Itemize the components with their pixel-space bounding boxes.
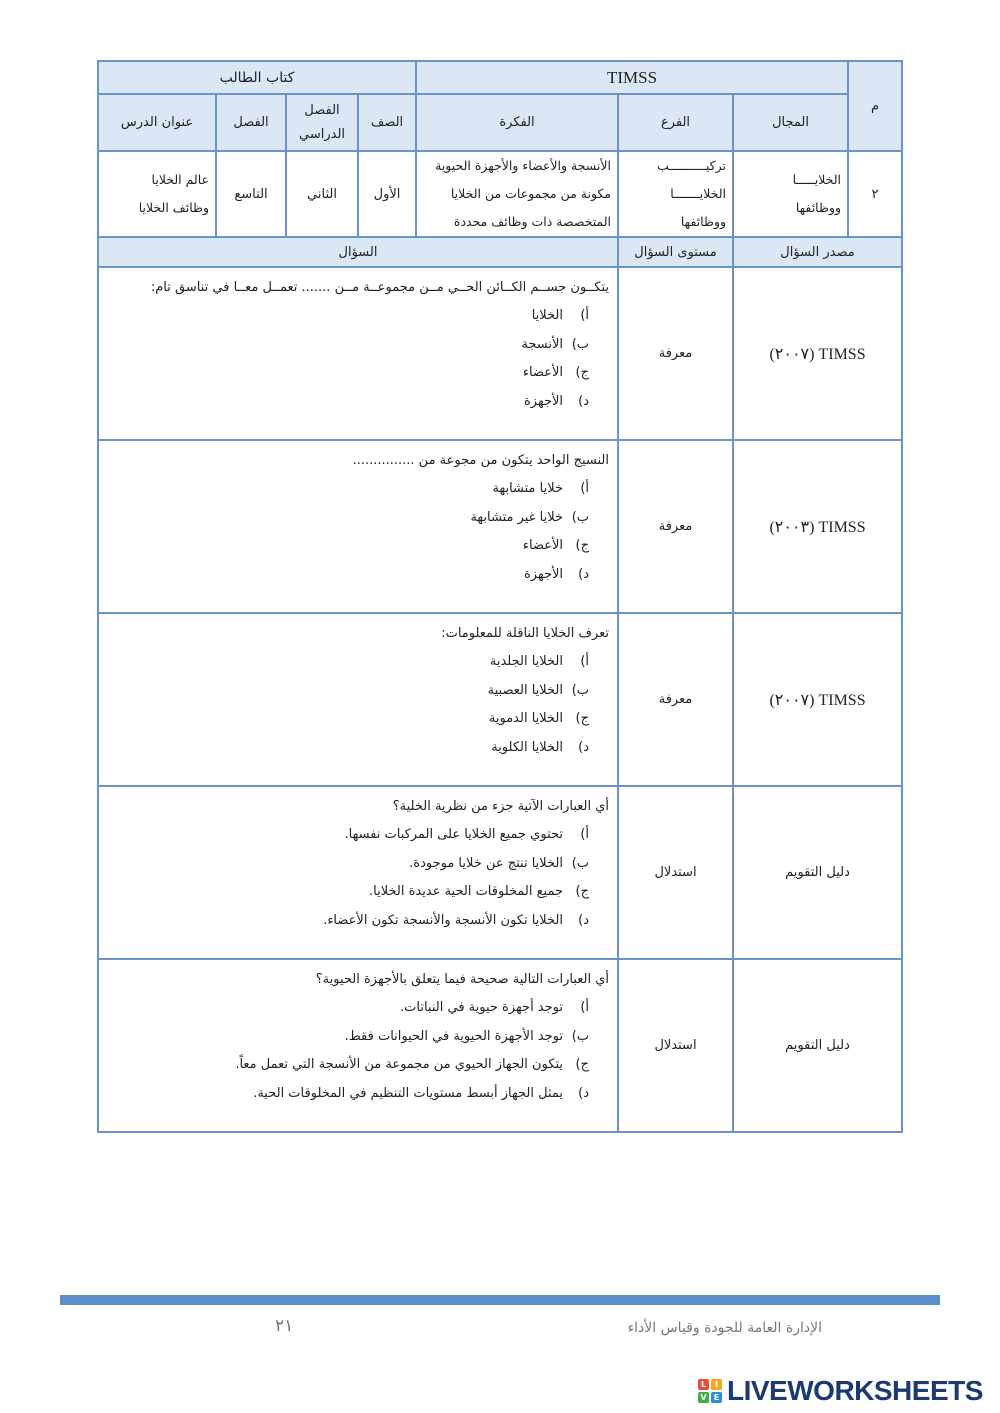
question-level: معرفة [618,267,733,440]
option-text: الأعضاء [522,365,564,380]
option-text: يتكون الجهاز الحيوي من مجموعة من الأنسجة التي تعمل معاً. [235,1057,564,1072]
option-item [99,648,589,677]
option-letter: ب) [571,682,590,698]
question-header: السؤال [98,237,618,267]
idea-line: المتخصصة ذات وظائف محددة [453,214,612,229]
question-row [98,959,902,1132]
source-header: مصدر السؤال [733,237,902,267]
sub-header-row [98,237,902,267]
question-row [98,440,902,613]
option-text: الخلايا العصبية [487,682,564,698]
options-list [99,994,609,1108]
option-item [99,388,589,417]
option-letter: أ) [580,481,590,496]
option-letter: ج) [575,538,590,553]
question-source: TIMSS (٢٠٠٣) [733,440,902,613]
option-item [99,1080,589,1109]
option-text: الخلايا تكون الأنسجة والأنسجة تكون الأعضاء. [323,912,564,928]
option-item [99,878,589,907]
branch-line: ووظائفها [680,214,727,229]
question-level: معرفة [618,613,733,786]
domain-cell [733,151,848,237]
option-item [99,532,589,561]
question-source: TIMSS (٢٠٠٧) [733,613,902,786]
row-index: ٢ [848,151,902,237]
domain-line: ووظائفها [795,200,842,215]
option-item [99,1023,589,1052]
branch-cell [618,151,733,237]
footer-bar [60,1295,940,1305]
question-level: معرفة [618,440,733,613]
grade-cell: الأول [358,151,416,237]
logo-text: LIVEWORKSHEETS [727,1375,983,1406]
idea-header: الفكرة [416,94,618,151]
level-header: مستوى السؤال [618,237,733,267]
question-source: TIMSS (٢٠٠٧) [733,267,902,440]
question-source: دليل التقويم [733,786,902,959]
question-content [98,959,618,1132]
question-row [98,267,902,440]
question-row [98,613,902,786]
option-item [99,561,589,590]
option-item [99,504,589,533]
footer-organization: الإدارة العامة للجودة وقياس الأداء [627,1320,822,1336]
option-text: الخلايا الجلدية [489,654,564,669]
option-text: توجد أجهزة حيوية في النباتات. [400,1000,564,1015]
semester-header-line1: الفصل [304,102,340,118]
option-text: خلايا غير متشابهة [470,509,564,525]
page-number: ٢١ [275,1316,294,1336]
question-stem: تعرف الخلايا الناقلة للمعلومات: [441,626,610,641]
index-header: م [848,61,902,151]
option-item [99,734,589,763]
option-letter: د) [578,912,590,928]
option-text: الخلايا الدموية [488,711,564,726]
assessment-table [97,60,903,1133]
lesson-cell [98,151,216,237]
grade-header: الصف [358,94,416,151]
option-letter: ب) [571,509,590,525]
question-content [98,440,618,613]
option-text: الأجهزة [523,393,564,409]
idea-line: مكونة من مجموعات من الخلايا [450,186,612,201]
options-list [99,302,609,416]
semester-cell: الثاني [286,151,358,237]
option-item [99,677,589,706]
branch-line: تركيــــــــــب [657,158,727,173]
option-letter: ب) [571,336,590,352]
options-list [99,475,609,589]
header-row-top [98,61,902,94]
option-text: جميع المخلوقات الحية عديدة الخلايا. [369,884,564,899]
logo-block: V [698,1392,709,1403]
logo-block: I [711,1379,722,1390]
question-stem: النسيج الواحد يتكون من مجوعة من ............... [352,453,610,468]
chapter-cell: التاسع [216,151,286,237]
question-level: استدلال [618,786,733,959]
lesson-header: عنوان الدرس [98,94,216,151]
timss-header: TIMSS [416,61,848,94]
option-item [99,1051,589,1080]
option-text: يمثل الجهاز أبسط مستويات التنظيم في المخلوقات الحية. [253,1085,564,1101]
logo-block: L [698,1379,709,1390]
idea-cell [416,151,618,237]
logo-block: E [711,1392,722,1403]
option-text: الخلايا [531,308,564,323]
option-letter: ب) [571,855,590,871]
option-text: الأجهزة [523,566,564,582]
liveworksheets-logo[interactable] [698,1374,994,1408]
option-text: الأعضاء [522,538,564,553]
option-item [99,475,589,504]
lesson-line: عالم الخلايا [151,172,210,187]
option-text: خلايا متشابهة [492,481,564,496]
domain-header: المجال [733,94,848,151]
option-text: توجد الأجهزة الحيوية في الحيوانات فقط. [344,1028,564,1044]
question-stem: يتكــون جســم الكــائن الحــي مــن مجموعــة مــن ....... تعمــل معــا في تناسق تام: [150,280,610,295]
branch-header: الفرع [618,94,733,151]
question-content [98,613,618,786]
option-item [99,907,589,936]
question-stem: أي العبارات الآتية جزء من نظرية الخلية؟ [392,799,610,814]
option-letter: أ) [580,827,590,842]
option-letter: أ) [580,308,590,323]
option-item [99,994,589,1023]
option-letter: د) [578,393,590,409]
question-source: دليل التقويم [733,959,902,1132]
logo-blocks-icon [698,1379,722,1403]
option-letter: ب) [571,1028,590,1044]
option-text: الخلايا الكلوية [491,739,564,755]
option-letter: أ) [580,1000,590,1015]
option-text: الأنسجة [521,336,564,352]
question-content [98,267,618,440]
option-letter: د) [578,566,590,582]
question-stem: أي العبارات التالية صحيحة فيما يتعلق بالأجهزة الحيوية؟ [315,972,610,987]
branch-line: الخلايـــــــا [670,186,727,201]
option-item [99,331,589,360]
option-item [99,302,589,331]
option-letter: د) [578,739,590,755]
option-letter: ج) [575,884,590,899]
option-item [99,850,589,879]
lesson-line: وظائف الخلايا [138,200,210,215]
chapter-header: الفصل [216,94,286,151]
option-item [99,705,589,734]
option-item [99,359,589,388]
option-letter: ج) [575,711,590,726]
student-book-header: كتاب الطالب [98,61,416,94]
semester-header [286,94,358,151]
question-level: استدلال [618,959,733,1132]
option-text: تحتوي جميع الخلايا على المركبات نفسها. [344,827,564,842]
question-row [98,786,902,959]
domain-line: الخلايـــــا [792,172,842,187]
option-item [99,821,589,850]
question-content [98,786,618,959]
options-list [99,821,609,935]
idea-line: الأنسجة والأعضاء والأجهزة الحيوية [435,158,612,173]
options-list [99,648,609,762]
semester-header-line2: الدراسي [299,126,346,142]
header-row-columns [98,94,902,151]
option-letter: ج) [575,1057,590,1072]
option-text: الخلايا تنتج عن خلايا موجودة. [409,855,564,871]
option-letter: ج) [575,365,590,380]
info-row [98,151,902,237]
option-letter: أ) [580,654,590,669]
option-letter: د) [578,1085,590,1101]
